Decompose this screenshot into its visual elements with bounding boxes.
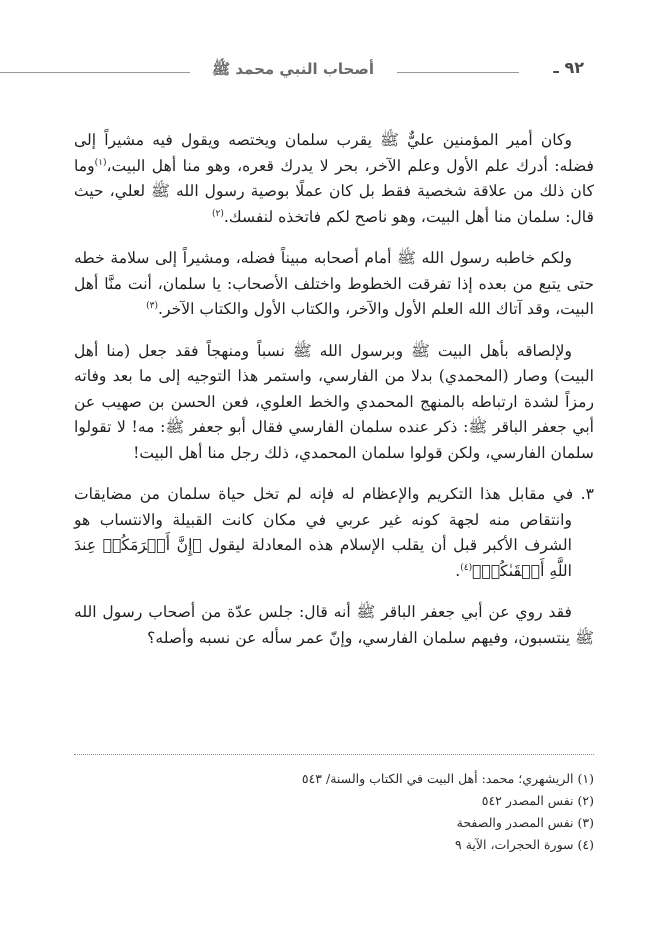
paragraph-2-text: ولكم خاطبه رسول الله ﷺ أمام أصحابه مبيناً فضله، ومشيراً إلى سلامة خطه حتى يتبع من بعده إذا تفرقت الخطوط واختلف الأصحاب: يا سلمان، أنت منَّا أهل البيت، وقد آتاك الله العلم الأول والآخر، والكتاب الأول والكتاب الآخر.	[74, 249, 594, 318]
footnote-2: (٢) نفس المصدر ٥٤٢	[481, 793, 594, 808]
footnote-4: (٤) سورة الحجرات، الآية ٩	[455, 837, 594, 852]
footnotes	[74, 768, 594, 856]
footnote-ref-4: (٤)	[460, 562, 473, 573]
paragraph-3-text: ولإلصاقه بأهل البيت ﷺ وبرسول الله ﷺ نسباً ومنهجاً فقد جعل (منا أهل البيت) وصار (المحمدي) بدلا من الفارسي، واستمر هذا التوجيه إلى ما بعد وفاته رمزاً لشدة ارتباطه بالمنهج المحمدي والخط العلوي، فعن الحسن بن صهيب عن أبي جعفر الباقر ﷺ: ذكر عنده سلمان الفارسي فقال أبو جعفر ﷺ: مه! لا تقولوا سلمان الفارسي، ولكن قولوا سلمان المحمدي، ذلك رجل منا أهل البيت!	[74, 341, 594, 462]
period: .	[455, 561, 461, 580]
header-rule-right	[397, 72, 519, 73]
footnote-1: (١) الريشهري؛ محمد: أهل البيت في الكتاب والسنة/ ٥٤٣	[301, 771, 594, 786]
footnote-ref-3: (٣)	[146, 300, 159, 311]
paragraph-1-continued: وما كان ذلك من علاقة شخصية فقط بل كان عملًا بوصية رسول الله ﷺ لعلي، حيث قال: سلمان منا أهل البيت، وهو ناصح لكم فاتخذه لنفسك.	[74, 156, 594, 226]
paragraph-5	[74, 600, 594, 651]
running-title: أصحاب النبي محمد ﷺ	[212, 60, 374, 78]
numbered-item-3	[74, 482, 594, 584]
numbered-item-3-text: ٣. في مقابل هذا التكريم والإعظام له فإنه لم تخل حياة سلمان من مضايقات وانتقاص منه لجهة كونه غير عربي في مكان كانت القبيلة والانتساب هو الشرف الأكبر قبل أن يقلب الإسلام هذه المعادلة ليقول ﴿إِنَّ أَكۡرَمَكُمۡ عِندَ اللَّهِ أَتۡقَىٰكُمۡ﴾	[74, 485, 594, 580]
paragraph-2	[74, 246, 594, 323]
page-number: ٩٢ ـ	[553, 58, 584, 77]
paragraph-3	[74, 339, 594, 467]
footnote-ref-2: (٢)	[211, 208, 224, 219]
paragraph-1	[74, 128, 594, 230]
footnote-separator	[74, 754, 594, 755]
body-text	[74, 128, 594, 667]
header-rule-left	[0, 72, 190, 73]
page-header	[0, 55, 669, 91]
paragraph-1-text: وكان أمير المؤمنين عليٌّ ﷺ يقرب سلمان ويختصه ويقول فيه مشيراً إلى فضله: أدرك علم الأول وعلم الآخر، بحر لا يدرك قعره، وهو منا أهل البيت،	[74, 131, 594, 175]
footnote-3: (٣) نفس المصدر والصفحة	[456, 815, 594, 830]
footnote-ref-1: (١)	[94, 157, 107, 168]
paragraph-5-text: فقد روي عن أبي جعفر الباقر ﷺ أنه قال: جلس عدّة من أصحاب رسول الله ﷺ ينتسبون، وفيهم سلمان الفارسي، وإنّ عمر سأله عن نسبه وأصله؟	[74, 603, 594, 647]
